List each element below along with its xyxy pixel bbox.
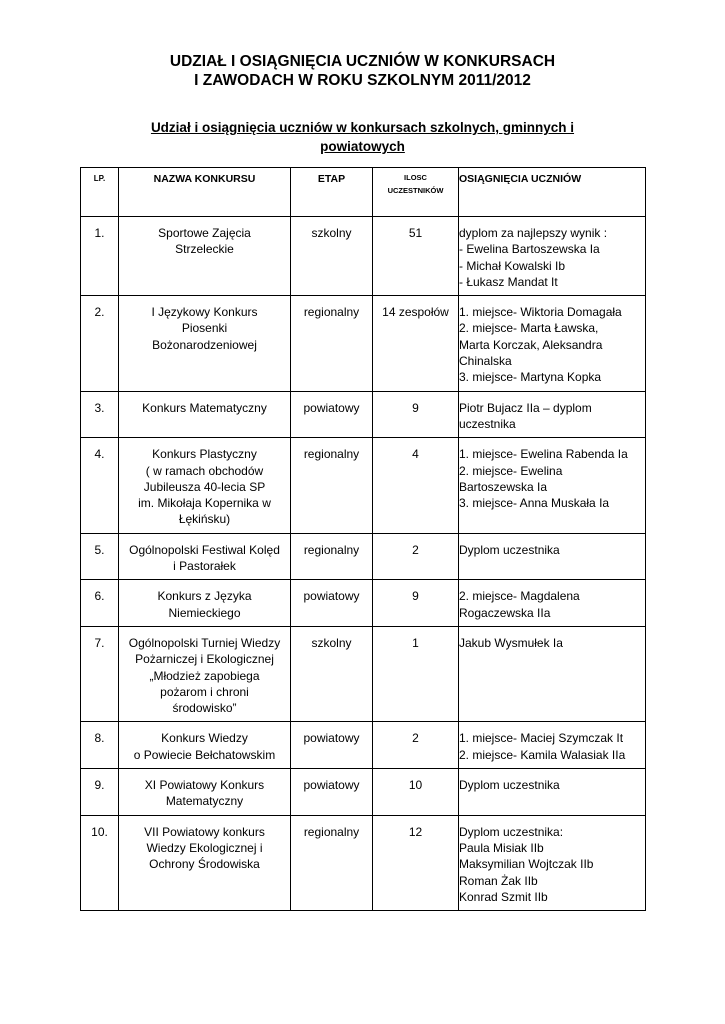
result-line: Bartoszewska Ia: [459, 479, 548, 494]
cell-competition-name: [119, 438, 291, 533]
result-line: 3. miejsce- Martyna Kopka: [459, 370, 602, 385]
result-line: 1. miejsce- Maciej Szymczak It: [459, 731, 624, 746]
document-subtitle: Udział i osiągnięcia uczniów w konkursach szkolnych, gminnych i powiatowych: [150, 120, 575, 154]
table-body: [81, 217, 646, 911]
cell-competition-name: [119, 296, 291, 391]
competition-name-line: Strzeleckie: [175, 242, 234, 257]
cell-competition-name: [119, 815, 291, 910]
result-line: dyplom za najlepszy wynik :: [459, 226, 608, 240]
cell-lp: 7.: [81, 626, 119, 721]
cell-results: [459, 438, 646, 533]
cell-lp: 5.: [81, 533, 119, 580]
cell-participant-count: 2: [373, 533, 459, 580]
table-header-row: [81, 168, 646, 217]
result-line: Chinalska: [459, 354, 512, 369]
cell-stage: szkolny: [291, 626, 373, 721]
competition-name-line: i Pastorałek: [173, 559, 236, 574]
result-line: Dyplom uczestnika: [459, 542, 560, 557]
cell-competition-name: [119, 533, 291, 580]
table-row: [81, 296, 646, 391]
competition-name-line: Konkurs Wiedzy: [161, 731, 248, 746]
competition-name-line: im. Mikołaja Kopernika w: [138, 496, 271, 511]
cell-results: [459, 626, 646, 721]
header-participant-count: [373, 168, 459, 217]
cell-stage: regionalny: [291, 438, 373, 533]
cell-results: [459, 296, 646, 391]
cell-stage: szkolny: [291, 217, 373, 296]
competition-name-line: Niemieckiego: [168, 605, 241, 620]
cell-competition-name: [119, 769, 291, 816]
cell-competition-name: [119, 722, 291, 769]
header-lp: LP.: [81, 168, 119, 217]
result-line: Paula Misiak IIb: [459, 840, 544, 855]
cell-stage: powiatowy: [291, 580, 373, 627]
document-title-line-2: I ZAWODACH W ROKU SZKOLNYM 2011/2012: [194, 72, 531, 89]
cell-competition-name: [119, 626, 291, 721]
table-row: [81, 769, 646, 816]
result-line: 1. miejsce- Ewelina Rabenda Ia: [459, 447, 628, 462]
cell-lp: 10.: [81, 815, 119, 910]
cell-lp: 6.: [81, 580, 119, 627]
competition-name-line: Jubileusza 40-lecia SP: [143, 479, 266, 494]
cell-competition-name: [119, 580, 291, 627]
competition-name-line: Piosenki: [181, 321, 228, 336]
result-line: 3. miejsce- Anna Muskała Ia: [459, 496, 610, 511]
cell-stage: regionalny: [291, 533, 373, 580]
cell-participant-count: 9: [373, 580, 459, 627]
cell-results: [459, 533, 646, 580]
result-line: uczestnika: [459, 416, 516, 431]
cell-results: [459, 391, 646, 438]
cell-results: [459, 580, 646, 627]
table-row: [81, 815, 646, 910]
result-line: 1. miejsce- Wiktoria Domagała: [459, 305, 622, 320]
header-results: OSIĄGNIĘCIA UCZNIÓW: [459, 168, 646, 217]
competition-name-line: VII Powiatowy konkurs: [144, 824, 265, 839]
table-row: [81, 626, 646, 721]
result-line: Dyplom uczestnika:: [459, 824, 564, 839]
table-row: [81, 533, 646, 580]
cell-competition-name: [119, 217, 291, 296]
competition-name-line: Konkurs z Języka: [157, 589, 252, 604]
competition-name-line: Sportowe Zajęcia: [158, 226, 251, 240]
competition-name-line: Ogólnopolski Festiwal Kolęd: [129, 542, 280, 557]
cell-participant-count: 9: [373, 391, 459, 438]
cell-participant-count: 2: [373, 722, 459, 769]
result-line: Rogaczewska IIa: [459, 605, 551, 620]
table-row: [81, 438, 646, 533]
cell-competition-name: [119, 391, 291, 438]
competition-name-line: Konkurs Plastyczny: [152, 447, 257, 462]
cell-lp: 9.: [81, 769, 119, 816]
table-row: [81, 722, 646, 769]
competition-name-line: XI Powiatowy Konkurs: [144, 778, 265, 793]
competition-name-line: środowisko”: [172, 701, 237, 716]
cell-results: [459, 722, 646, 769]
result-line: - Łukasz Mandat It: [459, 274, 558, 289]
cell-stage: powiatowy: [291, 391, 373, 438]
result-line: - Michał Kowalski Ib: [459, 258, 566, 273]
competition-name-line: ( w ramach obchodów: [145, 463, 264, 478]
cell-participant-count: 1: [373, 626, 459, 721]
competition-name-line: Konkurs Matematyczny: [142, 400, 267, 415]
table-row: [81, 580, 646, 627]
result-line: Dyplom uczestnika: [459, 778, 560, 793]
cell-lp: 3.: [81, 391, 119, 438]
competition-name-line: Matematyczny: [165, 794, 244, 809]
cell-participant-count: 4: [373, 438, 459, 533]
competition-name-line: o Powiecie Bełchatowskim: [133, 747, 276, 762]
result-line: Piotr Bujacz IIa – dyplom: [459, 400, 592, 415]
cell-stage: powiatowy: [291, 769, 373, 816]
result-line: - Ewelina Bartoszewska Ia: [459, 242, 600, 257]
result-line: 2. miejsce- Kamila Walasiak IIa: [459, 747, 626, 762]
result-line: Maksymilian Wojtczak IIb: [459, 857, 594, 872]
result-line: 2. miejsce- Magdalena: [459, 589, 580, 604]
result-line: Roman Żak IIb: [459, 873, 538, 888]
cell-participant-count: 14 zespołów: [373, 296, 459, 391]
header-stage: ETAP: [291, 168, 373, 217]
cell-participant-count: 12: [373, 815, 459, 910]
cell-results: [459, 217, 646, 296]
competition-name-line: Pożarniczej i Ekologicznej: [135, 652, 274, 667]
cell-lp: 2.: [81, 296, 119, 391]
table-row: [81, 217, 646, 296]
header-count-line-2: UCZESTNIKÓW: [387, 186, 444, 195]
cell-lp: 4.: [81, 438, 119, 533]
result-line: Jakub Wysmułek Ia: [459, 635, 563, 650]
cell-stage: powiatowy: [291, 722, 373, 769]
document-title-line-1: UDZIAŁ I OSIĄGNIĘCIA UCZNIÓW W KONKURSACH: [169, 53, 556, 70]
competition-name-line: Łękińsku): [178, 512, 231, 527]
cell-participant-count: 10: [373, 769, 459, 816]
competition-name-line: I Językowy Konkurs: [151, 305, 258, 320]
competition-name-line: „Młodzież zapobiega: [149, 668, 260, 683]
competition-name-line: pożarom i chroni: [160, 684, 249, 699]
result-line: Marta Korczak, Aleksandra: [459, 337, 603, 352]
cell-lp: 8.: [81, 722, 119, 769]
result-line: Konrad Szmit IIb: [459, 889, 548, 904]
cell-results: [459, 769, 646, 816]
header-count-line-1: ILOSC: [404, 173, 427, 182]
header-competition-name: NAZWA KONKURSU: [119, 168, 291, 217]
cell-results: [459, 815, 646, 910]
result-line: 2. miejsce- Marta Ławska,: [459, 321, 599, 336]
cell-stage: regionalny: [291, 815, 373, 910]
table-row: [81, 391, 646, 438]
competition-name-line: Ogólnopolski Turniej Wiedzy: [128, 635, 281, 650]
competition-name-line: Bożonarodzeniowej: [152, 337, 257, 352]
competition-name-line: Wiedzy Ekologicznej i: [146, 840, 263, 855]
result-line: 2. miejsce- Ewelina: [459, 463, 563, 478]
cell-lp: 1.: [81, 217, 119, 296]
competition-name-line: Ochrony Środowiska: [149, 857, 260, 872]
cell-stage: regionalny: [291, 296, 373, 391]
cell-participant-count: 51: [373, 217, 459, 296]
competitions-table: [80, 167, 646, 911]
